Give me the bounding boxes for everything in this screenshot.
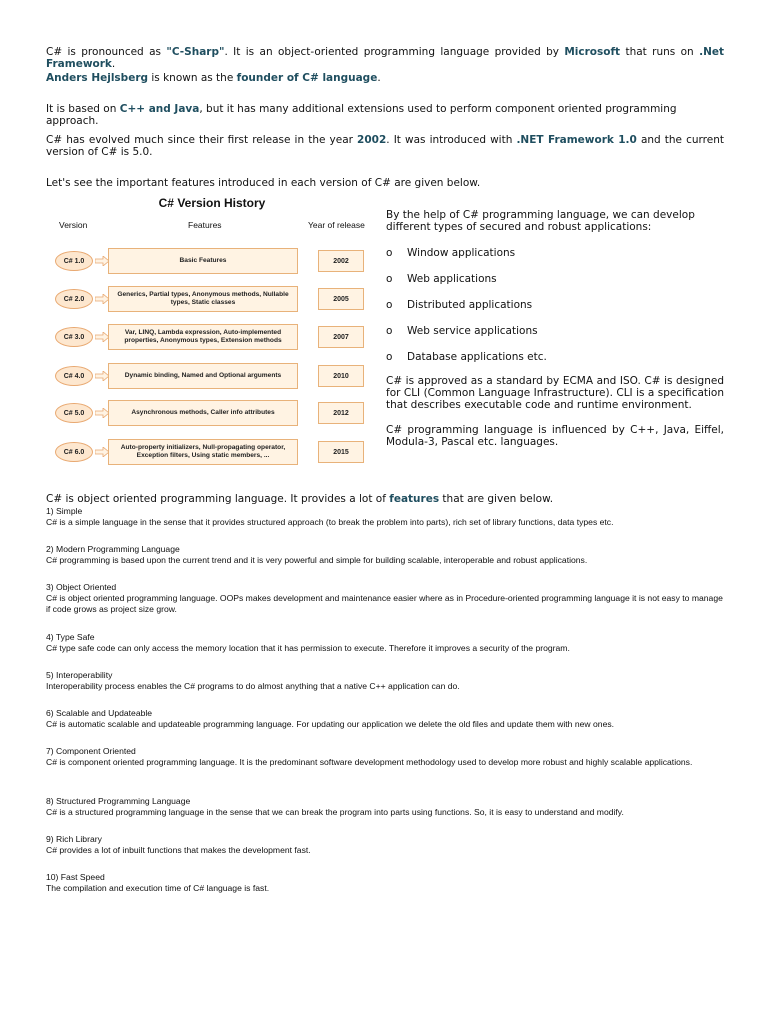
feature-description: C# is a simple language in the sense that it provides structured approach (to break the problem into parts), rich set of library functions, data types etc.: [46, 517, 614, 527]
feature-description: C# provides a lot of inbuilt functions that makes the development fast.: [46, 845, 311, 855]
version-year: 2007: [318, 326, 364, 348]
feature-item: [46, 632, 724, 654]
intro-paragraph-based-on: [46, 103, 724, 127]
application-name: Web applications: [407, 273, 497, 285]
intro-paragraph-founder: [46, 72, 724, 84]
feature-description: C# is automatic scalable and updateable programming language. For updating our application we delete the old files and update them with new ones.: [46, 719, 615, 729]
feature-title: 10) Fast Speed: [46, 872, 105, 882]
version-features: Dynamic binding, Named and Optional arguments: [108, 363, 298, 389]
microsoft-term: Microsoft: [564, 46, 621, 58]
intro-text: that are given below.: [439, 493, 554, 505]
intro-paragraph-pronunciation: [46, 46, 724, 70]
feature-title: 9) Rich Library: [46, 834, 102, 844]
version-year: 2012: [318, 402, 364, 424]
chart-header-year: Year of release: [308, 220, 365, 230]
intro-text: . It is an object-oriented programming language provided by: [224, 46, 565, 58]
version-year: 2002: [318, 250, 364, 272]
version-badge: C# 6.0: [55, 442, 93, 462]
version-year: 2005: [318, 288, 364, 310]
features-term: features: [389, 493, 440, 505]
feature-title: 2) Modern Programming Language: [46, 544, 180, 554]
arrow-right-icon: [95, 371, 109, 381]
version-badge: C# 3.0: [55, 327, 93, 347]
feature-description: C# is object oriented programming language. OOPs makes development and maintenance easier where as in Procedure-oriented programming language it is not easy to manage if code grows as project size grow.: [46, 593, 723, 614]
intro-text: .: [377, 72, 381, 84]
intro-text: that runs on: [620, 46, 700, 58]
intro-text: . It was introduced with: [386, 134, 517, 146]
version-badge: C# 2.0: [55, 289, 93, 309]
chart-header-version: Version: [59, 220, 88, 230]
feature-item: [46, 834, 724, 856]
intro-text: and the current version of C# is 5.0.: [46, 134, 724, 158]
arrow-right-icon: [95, 332, 109, 342]
c-sharp-term: "C-Sharp": [166, 46, 225, 58]
version-row: [46, 247, 378, 275]
feature-description: The compilation and execution time of C# language is fast.: [46, 883, 270, 893]
feature-title: 5) Interoperability: [46, 670, 113, 680]
feature-description: C# programming is based upon the current trend and it is very powerful and simple for building scalable, interoperable and robust applications.: [46, 555, 588, 565]
application-name: Web service applications: [407, 325, 538, 337]
feature-title: 1) Simple: [46, 506, 83, 516]
arrow-right-icon: [95, 294, 109, 304]
applications-column: [386, 209, 724, 448]
net-framework-term: .Net Framework: [46, 46, 724, 70]
version-row: [46, 362, 378, 390]
feature-item: [46, 708, 724, 730]
version-features: Var, LINQ, Lambda expression, Auto-implemented properties, Anonymous types, Extension methods: [108, 324, 298, 350]
ecma-paragraph: C# is approved as a standard by ECMA and ISO. C# is designed for CLI (Common Language Infrastructure). CLI is a specification that describes executable code and runtime environment.: [386, 375, 724, 411]
intro-paragraph-history: [46, 134, 724, 158]
arrow-right-icon: [95, 408, 109, 418]
intro-text: , but it has many additional extensions used to perform component oriented programming approach.: [46, 103, 677, 127]
intro-paragraph-features-lead: Let's see the important features introduced in each version of C# are given below.: [46, 177, 481, 189]
framework-version-term: .NET Framework 1.0: [516, 134, 637, 146]
application-name: Window applications: [407, 247, 516, 259]
version-row: [46, 323, 378, 351]
bullet-marker: o: [386, 273, 393, 285]
feature-item: [46, 872, 724, 894]
feature-item: [46, 506, 724, 528]
feature-description: C# is component oriented programming language. It is the predominant software development methodology used to develop more robust and highly scalable applications.: [46, 757, 693, 767]
feature-description: C# type safe code can only access the memory location that it has permission to execute. Therefore it improves a security of the program.: [46, 643, 570, 653]
version-badge: C# 1.0: [55, 251, 93, 271]
intro-text: C# is pronounced as: [46, 46, 167, 58]
features-intro: [46, 493, 724, 505]
intro-text: is known as the: [148, 72, 237, 84]
version-features: Generics, Partial types, Anonymous methods, Nullable types, Static classes: [108, 286, 298, 312]
bullet-marker: o: [386, 247, 393, 259]
intro-text: C# has evolved much since their first release in the year: [46, 134, 358, 146]
languages-term: C++ and Java: [119, 103, 200, 115]
version-row: [46, 399, 378, 427]
version-features: Basic Features: [108, 248, 298, 274]
feature-description: Interoperability process enables the C# programs to do almost anything that a native C++ application can do.: [46, 681, 460, 691]
list-item: [386, 299, 724, 311]
feature-description: C# is a structured programming language in the sense that we can break the program into parts using functions. So, it is easy to understand and modify.: [46, 807, 624, 817]
list-item: [386, 351, 724, 363]
feature-item: [46, 582, 724, 615]
intro-text: It is based on: [46, 103, 120, 115]
application-name: Distributed applications: [407, 299, 533, 311]
list-item: [386, 273, 724, 285]
feature-item: [46, 544, 724, 566]
applications-intro: By the help of C# programming language, we can develop different types of secured and robust applications:: [386, 209, 695, 233]
feature-item: [46, 670, 724, 692]
version-badge: C# 5.0: [55, 403, 93, 423]
feature-item: [46, 746, 724, 768]
arrow-right-icon: [95, 447, 109, 457]
bullet-marker: o: [386, 325, 393, 337]
version-features: Auto-property initializers, Null-propagating operator, Exception filters, Using static members, ...: [108, 439, 298, 465]
version-year: 2010: [318, 365, 364, 387]
arrow-right-icon: [95, 256, 109, 266]
feature-title: 8) Structured Programming Language: [46, 796, 191, 806]
influence-paragraph: C# programming language is influenced by C++, Java, Eiffel, Modula-3, Pascal etc. languages.: [386, 424, 724, 448]
intro-text: .: [111, 58, 116, 70]
version-row: [46, 438, 378, 466]
feature-title: 7) Component Oriented: [46, 746, 136, 756]
bullet-marker: o: [386, 351, 393, 363]
version-history-chart: [46, 194, 378, 474]
list-item: [386, 325, 724, 337]
application-name: Database applications etc.: [407, 351, 547, 363]
version-row: [46, 285, 378, 313]
founder-name: Anders Hejlsberg: [46, 72, 149, 84]
feature-title: 3) Object Oriented: [46, 582, 117, 592]
feature-title: 4) Type Safe: [46, 632, 95, 642]
chart-title: C# Version History: [158, 196, 266, 210]
release-year-term: 2002: [357, 134, 387, 146]
bullet-marker: o: [386, 299, 393, 311]
list-item: [386, 247, 724, 259]
version-badge: C# 4.0: [55, 366, 93, 386]
version-features: Asynchronous methods, Caller info attributes: [108, 400, 298, 426]
founder-term: founder of C# language: [236, 72, 378, 84]
version-year: 2015: [318, 441, 364, 463]
intro-text: C# is object oriented programming language. It provides a lot of: [46, 493, 390, 505]
chart-header-features: Features: [188, 220, 222, 230]
feature-item: [46, 796, 724, 818]
feature-title: 6) Scalable and Updateable: [46, 708, 153, 718]
